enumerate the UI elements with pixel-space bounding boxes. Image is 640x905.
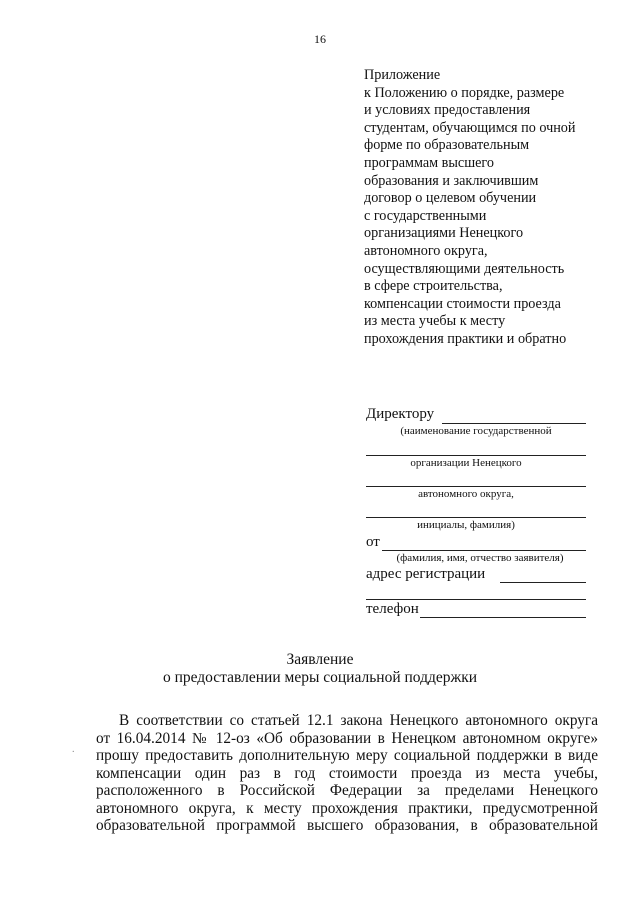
address-label: адрес регистрации [366, 566, 486, 582]
from-label: от [366, 534, 380, 550]
appendix-line: в сфере строительства, [364, 278, 503, 295]
organization-blank-line-1[interactable] [366, 455, 586, 456]
statement-title: Заявление [286, 651, 354, 668]
appendix-line: к Положению о порядке, размере [364, 84, 565, 101]
caption-initials-surname: инициалы, фамилия) [417, 519, 515, 531]
address-blank-line-1[interactable] [500, 582, 586, 583]
appendix-line: форме по образовательным [364, 137, 530, 154]
statement-body [96, 712, 598, 835]
caption-applicant-name: (фамилия, имя, отчество заявителя) [396, 552, 564, 564]
appendix-line: прохождения практики и обратно [364, 330, 567, 347]
address-blank-line-2[interactable] [366, 599, 586, 600]
caption-organization-name: (наименование государственной [400, 425, 552, 437]
phone-blank-line[interactable] [420, 617, 586, 618]
body-line: В соответствии со статьей 12.1 закона Ненецкого автономного округа [119, 712, 598, 729]
appendix-line: договор о целевом обучении [364, 190, 537, 207]
applicant-name-blank-line[interactable] [382, 550, 586, 551]
body-line: от 16.04.2014 № 12-оз «Об образовании в Ненецком автономном округе» [96, 729, 598, 747]
body-line: компенсации один раз в год стоимости проезда из места учебы, [96, 764, 598, 782]
appendix-line: программам высшего [364, 154, 494, 171]
appendix-line: из места учебы к месту [364, 313, 506, 330]
body-line: автономного округа, к месту прохождения практики, предусмотренной [96, 799, 598, 817]
appendix-line: автономного округа, [364, 242, 488, 259]
appendix-line: организациями Ненецкого [364, 225, 524, 242]
appendix-line: и условиях предоставления [364, 102, 531, 119]
page-number: 16 [314, 32, 326, 46]
appendix-line: компенсации стоимости проезда [364, 295, 561, 312]
appendix-line: студентам, обучающимся по очной [364, 119, 576, 136]
appendix-heading [364, 67, 604, 349]
body-line: образовательной программой высшего образования, в образовательной [96, 817, 598, 834]
appendix-line: Приложение [364, 67, 441, 83]
director-label: Директору [366, 406, 435, 422]
appendix-line: образования и заключившим [364, 172, 539, 189]
director-blank-line[interactable] [442, 423, 586, 424]
statement-subtitle: о предоставлении меры социальной поддержки [162, 669, 478, 686]
body-line: расположенного в Российской Федерации за пределами Ненецкого [96, 782, 598, 799]
organization-blank-line-2[interactable] [366, 486, 586, 487]
director-name-blank-line[interactable] [366, 517, 586, 518]
appendix-line: осуществляющими деятельность [364, 260, 565, 277]
caption-organization-name-3: автономного округа, [418, 488, 514, 500]
phone-label: телефон [366, 601, 419, 617]
appendix-line: с государственными [364, 207, 487, 224]
body-line: прошу предоставить дополнительную меру социальной поддержки в виде [96, 747, 598, 764]
caption-organization-name-2: организации Ненецкого [410, 457, 522, 469]
margin-mark: . [72, 744, 75, 755]
